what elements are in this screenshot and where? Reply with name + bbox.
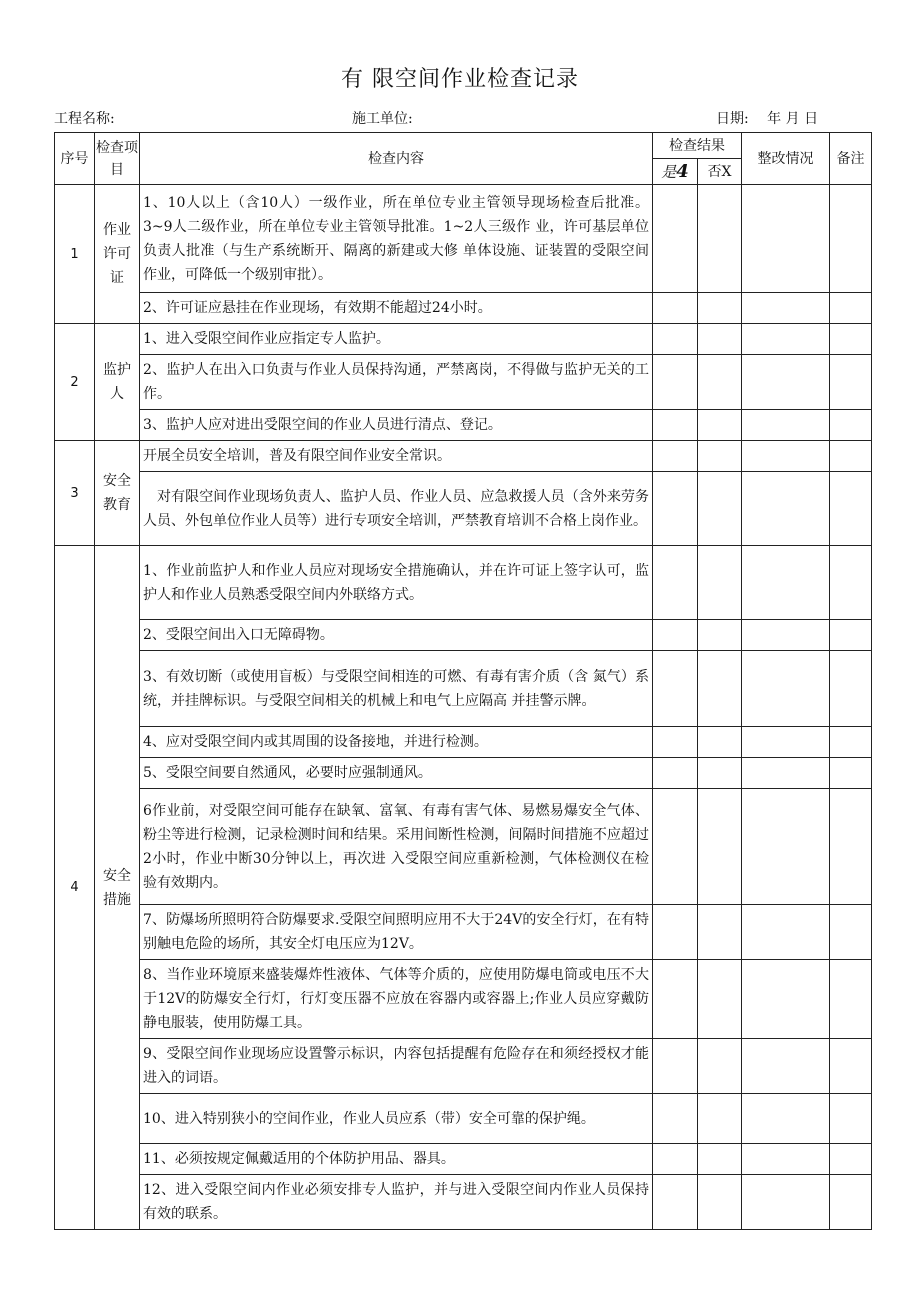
inspection-table <box>54 132 872 1230</box>
result-yes-cell[interactable] <box>653 620 698 651</box>
result-no-cell[interactable] <box>698 620 742 651</box>
check-content: 2、许可证应悬挂在作业现场，有效期不能超过24小时。 <box>140 293 653 324</box>
table-row <box>55 789 872 905</box>
check-content: 3、有效切断（或使用盲板）与受限空间相连的可燃、有毒有害介质（含 氮气）系统，并挂牌标识。与受限空间相关的机械上和电气上应隔高 并挂警示牌。 <box>140 651 653 727</box>
rectify-cell[interactable] <box>742 1144 830 1175</box>
remark-cell[interactable] <box>830 472 872 546</box>
header-rectify: 整改情况 <box>742 133 830 185</box>
table-row <box>55 651 872 727</box>
section-number: 1 <box>55 185 95 324</box>
table-row <box>55 546 872 620</box>
result-no-cell[interactable] <box>698 1094 742 1144</box>
result-no-cell[interactable] <box>698 1175 742 1230</box>
project-name-label: 工程名称: <box>54 111 115 127</box>
table-row <box>55 355 872 410</box>
result-yes-cell[interactable] <box>653 789 698 905</box>
table-row <box>55 1144 872 1175</box>
result-yes-cell[interactable] <box>653 727 698 758</box>
check-content: 7、防爆场所照明符合防爆要求.受限空间照明应用不大于24V的安全行灯，在有特别触电危险的场所，其安全灯电压应为12V。 <box>140 905 653 960</box>
section-item: 安全措施 <box>95 546 140 1230</box>
result-no-cell[interactable] <box>698 758 742 789</box>
remark-cell[interactable] <box>830 185 872 293</box>
check-content: 开展全员安全培训，普及有限空间作业安全常识。 <box>140 441 653 472</box>
result-no-cell[interactable] <box>698 355 742 410</box>
remark-cell[interactable] <box>830 758 872 789</box>
result-no-cell[interactable] <box>698 1039 742 1094</box>
result-yes-cell[interactable] <box>653 1039 698 1094</box>
table-row <box>55 727 872 758</box>
check-content: 1、进入受限空间作业应指定专人监护。 <box>140 324 653 355</box>
rectify-cell[interactable] <box>742 789 830 905</box>
rectify-cell[interactable] <box>742 355 830 410</box>
header-result: 检查结果 <box>653 133 742 159</box>
remark-cell[interactable] <box>830 293 872 324</box>
section-item: 安全教育 <box>95 441 140 546</box>
result-no-cell[interactable] <box>698 546 742 620</box>
check-content: 2、监护人在出入口负责与作业人员保持沟通，严禁离岗，不得做与监护无关的工作。 <box>140 355 653 410</box>
result-yes-cell[interactable] <box>653 441 698 472</box>
result-yes-cell[interactable] <box>653 472 698 546</box>
remark-cell[interactable] <box>830 355 872 410</box>
section-item: 作业许可证 <box>95 185 140 324</box>
result-no-cell[interactable] <box>698 324 742 355</box>
header-item: 检查项目 <box>95 133 140 185</box>
result-yes-cell[interactable] <box>653 905 698 960</box>
rectify-cell[interactable] <box>742 960 830 1039</box>
check-content: 1、10人以上（含10人）一级作业，所在单位专业主管领导现场检查后批准。3~9人二级作业，所在单位专业主管领导批准。1~2人三级作 业，许可基层单位负责人批准（与生产系统断开、隔离的新建或大修 单体设施、证装置的受限空间作业，可降低一个级别审批）。 <box>140 185 653 293</box>
result-no-cell[interactable] <box>698 789 742 905</box>
header-no: 序号 <box>55 133 95 185</box>
remark-cell[interactable] <box>830 1039 872 1094</box>
result-yes-cell[interactable] <box>653 758 698 789</box>
table-row <box>55 1094 872 1144</box>
remark-cell[interactable] <box>830 651 872 727</box>
remark-cell[interactable] <box>830 1175 872 1230</box>
result-yes-cell[interactable] <box>653 1175 698 1230</box>
result-yes-cell[interactable] <box>653 185 698 293</box>
section-item: 监护人 <box>95 324 140 441</box>
result-no-cell[interactable] <box>698 960 742 1039</box>
table-row <box>55 905 872 960</box>
table-row <box>55 960 872 1039</box>
remark-cell[interactable] <box>830 727 872 758</box>
table-row <box>55 293 872 324</box>
table-row <box>55 758 872 789</box>
header-content: 检查内容 <box>140 133 653 185</box>
rectify-cell[interactable] <box>742 472 830 546</box>
remark-cell[interactable] <box>830 410 872 441</box>
remark-cell[interactable] <box>830 324 872 355</box>
check-content: 4、应对受限空间内或其周围的设备接地，并进行检测。 <box>140 727 653 758</box>
table-row <box>55 1175 872 1230</box>
result-no-cell[interactable] <box>698 651 742 727</box>
table-row <box>55 185 872 293</box>
rectify-cell[interactable] <box>742 620 830 651</box>
remark-cell[interactable] <box>830 960 872 1039</box>
table-row <box>55 620 872 651</box>
result-yes-cell[interactable] <box>653 355 698 410</box>
rectify-cell[interactable] <box>742 185 830 293</box>
rectify-cell[interactable] <box>742 1039 830 1094</box>
result-no-cell[interactable] <box>698 185 742 293</box>
result-no-cell[interactable] <box>698 727 742 758</box>
rectify-cell[interactable] <box>742 410 830 441</box>
remark-cell[interactable] <box>830 789 872 905</box>
result-no-cell[interactable] <box>698 293 742 324</box>
result-no-cell[interactable] <box>698 1144 742 1175</box>
header-no-result: 否X <box>698 159 742 185</box>
section-number: 2 <box>55 324 95 441</box>
check-content: 10、进入特别狭小的空间作业，作业人员应系（带）安全可靠的保护绳。 <box>140 1094 653 1144</box>
rectify-cell[interactable] <box>742 651 830 727</box>
result-yes-cell[interactable] <box>653 324 698 355</box>
result-no-cell[interactable] <box>698 905 742 960</box>
remark-cell[interactable] <box>830 620 872 651</box>
table-row <box>55 1039 872 1094</box>
page-title: 有 限空间作业检查记录 <box>341 67 579 92</box>
remark-cell[interactable] <box>830 1094 872 1144</box>
rectify-cell[interactable] <box>742 546 830 620</box>
rectify-cell[interactable] <box>742 727 830 758</box>
rectify-cell[interactable] <box>742 441 830 472</box>
remark-cell[interactable] <box>830 441 872 472</box>
result-yes-cell[interactable] <box>653 960 698 1039</box>
check-content: 12、进入受限空间内作业必须安排专人监护，并与进入受限空间内作业人员保持有效的联系。 <box>140 1175 653 1230</box>
check-content: 5、受限空间要自然通风，必要时应强制通风。 <box>140 758 653 789</box>
rectify-cell[interactable] <box>742 1175 830 1230</box>
remark-cell[interactable] <box>830 905 872 960</box>
rectify-cell[interactable] <box>742 324 830 355</box>
check-content: 6作业前，对受限空间可能存在缺氧、富氧、有毒有害气体、易燃易爆安全气体、粉尘等进行检测，记录检测时间和结果。采用间断性检测，间隔时间措施不应超过2小时，作业中断30分钟以上，再次进 入受限空间应重新检测，气体检测仪在检验有效期内。 <box>140 789 653 905</box>
result-yes-cell[interactable] <box>653 546 698 620</box>
rectify-cell[interactable] <box>742 905 830 960</box>
header-yes: 是4 <box>653 159 698 185</box>
header-remark: 备注 <box>830 133 872 185</box>
check-content: 8、当作业环境原来盛装爆炸性液体、气体等介质的，应使用防爆电筒或电压不大于12V的防爆安全行灯，行灯变压器不应放在容器内或容器上;作业人员应穿戴防静电服装，使用防爆工具。 <box>140 960 653 1039</box>
remark-cell[interactable] <box>830 546 872 620</box>
result-no-cell[interactable] <box>698 410 742 441</box>
table-row <box>55 324 872 355</box>
check-content: 11、必须按规定佩戴适用的个体防护用品、器具。 <box>140 1144 653 1175</box>
result-yes-cell[interactable] <box>653 1144 698 1175</box>
result-yes-cell[interactable] <box>653 293 698 324</box>
check-content: 1、作业前监护人和作业人员应对现场安全措施确认，并在许可证上签字认可，监护人和作业人员熟悉受限空间内外联络方式。 <box>140 546 653 620</box>
section-number: 4 <box>55 546 95 1230</box>
remark-cell[interactable] <box>830 1144 872 1175</box>
table-row <box>55 410 872 441</box>
check-content: 2、受限空间出入口无障碍物。 <box>140 620 653 651</box>
result-yes-cell[interactable] <box>653 1094 698 1144</box>
result-yes-cell[interactable] <box>653 410 698 441</box>
result-yes-cell[interactable] <box>653 651 698 727</box>
rectify-cell[interactable] <box>742 293 830 324</box>
result-no-cell[interactable] <box>698 441 742 472</box>
check-content: 对有限空间作业现场负责人、监护人员、作业人员、应急救援人员（含外来劳务人员、外包单位作业人员等）进行专项安全培训，严禁教育培训不合格上岗作业。 <box>140 472 653 546</box>
table-row <box>55 441 872 472</box>
date-label: 日期: 年 月 日 <box>716 111 819 127</box>
check-content: 3、监护人应对进出受限空间的作业人员进行清点、登记。 <box>140 410 653 441</box>
rectify-cell[interactable] <box>742 758 830 789</box>
table-row <box>55 472 872 546</box>
construction-unit-label: 施工单位: <box>352 111 413 127</box>
rectify-cell[interactable] <box>742 1094 830 1144</box>
check-content: 9、受限空间作业现场应设置警示标识，内容包括提醒有危险存在和须经授权才能进入的词语。 <box>140 1039 653 1094</box>
result-no-cell[interactable] <box>698 472 742 546</box>
section-number: 3 <box>55 441 95 546</box>
